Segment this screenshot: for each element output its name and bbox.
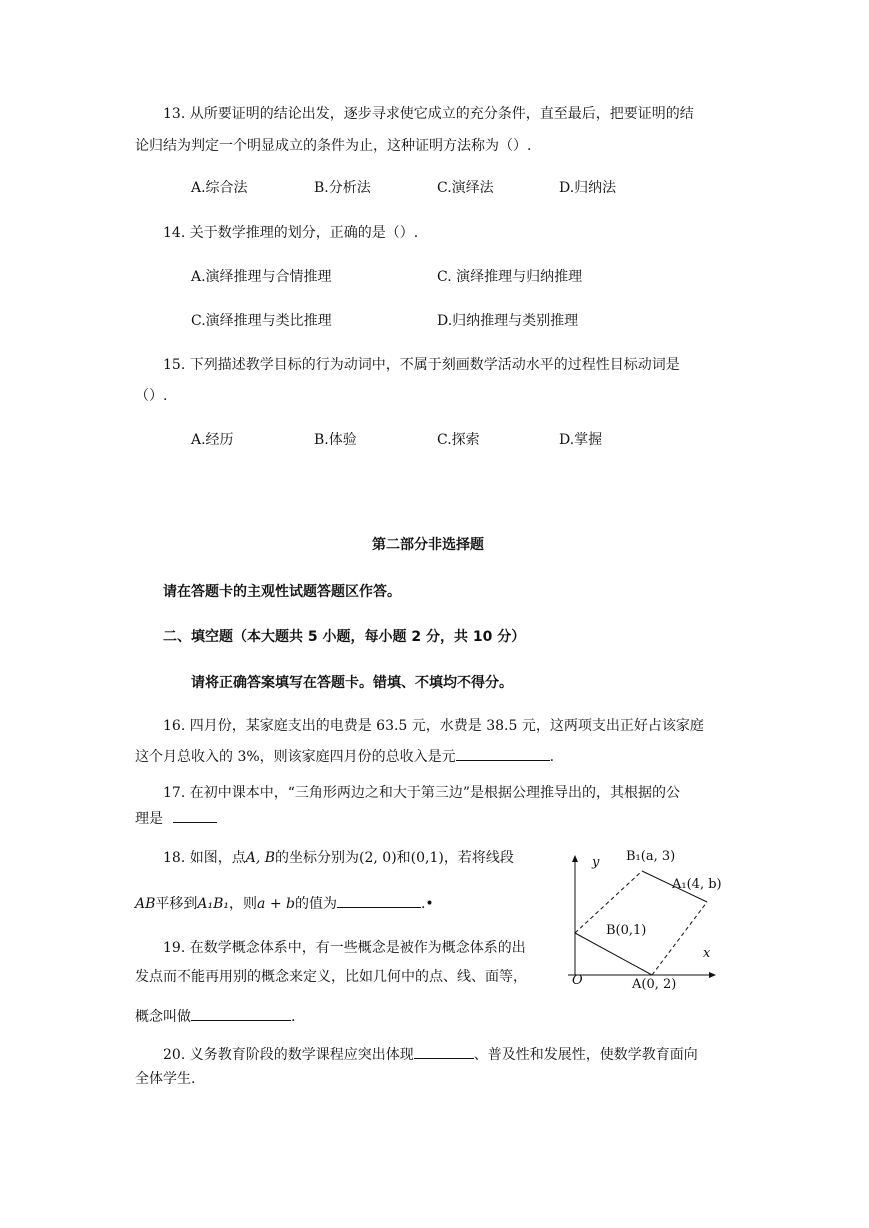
q13-option-d: D.归纳法 bbox=[559, 180, 617, 196]
q17-answer-blank bbox=[173, 808, 217, 823]
part2-instruction: 请在答题卡的主观性试题答题区作答。 bbox=[163, 584, 401, 600]
q19-answer-blank bbox=[191, 1006, 291, 1021]
q14-option-d: D.归纳推理与类别推理 bbox=[437, 313, 579, 329]
q18-end: .• bbox=[420, 896, 434, 912]
q19-line1: 19. 在数学概念体系中，有一些概念是被作为概念体系的出 bbox=[163, 940, 526, 956]
q18-points: A, B bbox=[245, 850, 276, 866]
section-note: 请将正确答案填写在答题卡。错填、不填均不得分。 bbox=[191, 675, 513, 691]
q13-option-c: C.演绎法 bbox=[437, 180, 494, 196]
q13-option-a: A.综合法 bbox=[191, 180, 248, 196]
q19-line3 bbox=[135, 1006, 295, 1027]
q18-and: 和 bbox=[396, 850, 411, 866]
dashed-a-a1 bbox=[652, 902, 707, 975]
part2-title: 第二部分非选择题 bbox=[372, 537, 484, 553]
q17-line2-text: 理是 bbox=[135, 811, 163, 827]
q20-line1b: 、普及性和发展性，使数学教育面向 bbox=[473, 1047, 698, 1063]
q17-line1: 17. 在初中课本中，“三角形两边之和大于第三边”是根据公理推导出的，其根据的公 bbox=[163, 785, 681, 801]
q20-answer-blank bbox=[414, 1044, 474, 1059]
segment-ab bbox=[575, 933, 652, 975]
q15-line1: 15. 下列描述教学目标的行为动词中，不属于刻画数学活动水平的过程性目标动词是 bbox=[163, 357, 680, 373]
q18-figure bbox=[560, 838, 735, 990]
q18-l2-c: 的值为 bbox=[294, 896, 337, 912]
q13-option-b: B.分析法 bbox=[314, 180, 371, 196]
q18-l2-a: 平移到 bbox=[155, 896, 198, 912]
q15-option-b: B.体验 bbox=[314, 432, 357, 448]
q18-line2 bbox=[135, 893, 434, 914]
q18-line1 bbox=[163, 848, 514, 868]
b-label: B(0,1) bbox=[606, 923, 647, 938]
x-axis-label: x bbox=[703, 946, 711, 961]
q16-end: . bbox=[549, 749, 555, 765]
q20-line1 bbox=[163, 1044, 698, 1065]
q18-a1b1: A₁B₁ bbox=[197, 896, 230, 912]
q17-line2 bbox=[135, 808, 217, 829]
q13-line2: 论归结为判定一个明显成立的条件为止，这种证明方法称为（）. bbox=[135, 138, 532, 154]
y-axis-label: y bbox=[592, 855, 600, 870]
q18-coord-b: (0,1) bbox=[410, 850, 444, 866]
q18-coord-a: (2, 0) bbox=[359, 850, 397, 866]
q18-ab: AB bbox=[135, 896, 156, 912]
q18-expr: a + b bbox=[257, 896, 295, 912]
q15-option-a: A.经历 bbox=[191, 432, 234, 448]
b1-label: B₁(a, 3) bbox=[626, 849, 676, 864]
q18-mid: 的坐标分别为 bbox=[275, 850, 360, 866]
q14-option-c: C.演绎推理与类比推理 bbox=[191, 313, 332, 329]
q15-option-c: C.探索 bbox=[437, 432, 480, 448]
a1-label: A₁(4, b) bbox=[672, 877, 722, 892]
q19-end: . bbox=[291, 1009, 296, 1025]
q14-option-a: A.演绎推理与合情推理 bbox=[191, 269, 332, 285]
q20-line1a: 20. 义务教育阶段的数学课程应突出体现 bbox=[163, 1047, 414, 1063]
q14-line1: 14. 关于数学推理的划分，正确的是（）. bbox=[163, 225, 419, 241]
section-heading: 二、填空题（本大题共 5 小题，每小题 2 分，共 10 分） bbox=[163, 629, 526, 645]
q15-line2: （）. bbox=[135, 388, 168, 404]
q16-answer-blank bbox=[456, 746, 550, 761]
q18-pre: 18. 如图，点 bbox=[163, 850, 246, 866]
q13-line1: 13. 从所要证明的结论出发，逐步寻求使它成立的充分条件，直至最后，把要证明的结 bbox=[163, 106, 694, 122]
q15-option-d: D.掌握 bbox=[559, 432, 603, 448]
q16-line1: 16. 四月份，某家庭支出的电费是 63.5 元，水费是 38.5 元，这两项支出正好占该家庭 bbox=[163, 718, 704, 734]
q19-line3-text: 概念叫做 bbox=[135, 1009, 191, 1025]
q18-answer-blank bbox=[337, 893, 421, 908]
q16-line2 bbox=[135, 746, 554, 767]
q18-l2-b: ，则 bbox=[229, 896, 258, 912]
q14-option-b: C. 演绎推理与归纳推理 bbox=[437, 269, 583, 285]
origin-label: O bbox=[572, 973, 583, 988]
a-label: A(0, 2) bbox=[632, 977, 677, 990]
q20-line2: 全体学生. bbox=[135, 1071, 196, 1087]
q18-post: ，若将线段 bbox=[443, 850, 514, 866]
q16-line2-text: 这个月总收入的 3%，则该家庭四月份的总收入是元 bbox=[135, 749, 456, 765]
q19-line2: 发点而不能再用别的概念来定义，比如几何中的点、线、面等， bbox=[135, 969, 527, 985]
